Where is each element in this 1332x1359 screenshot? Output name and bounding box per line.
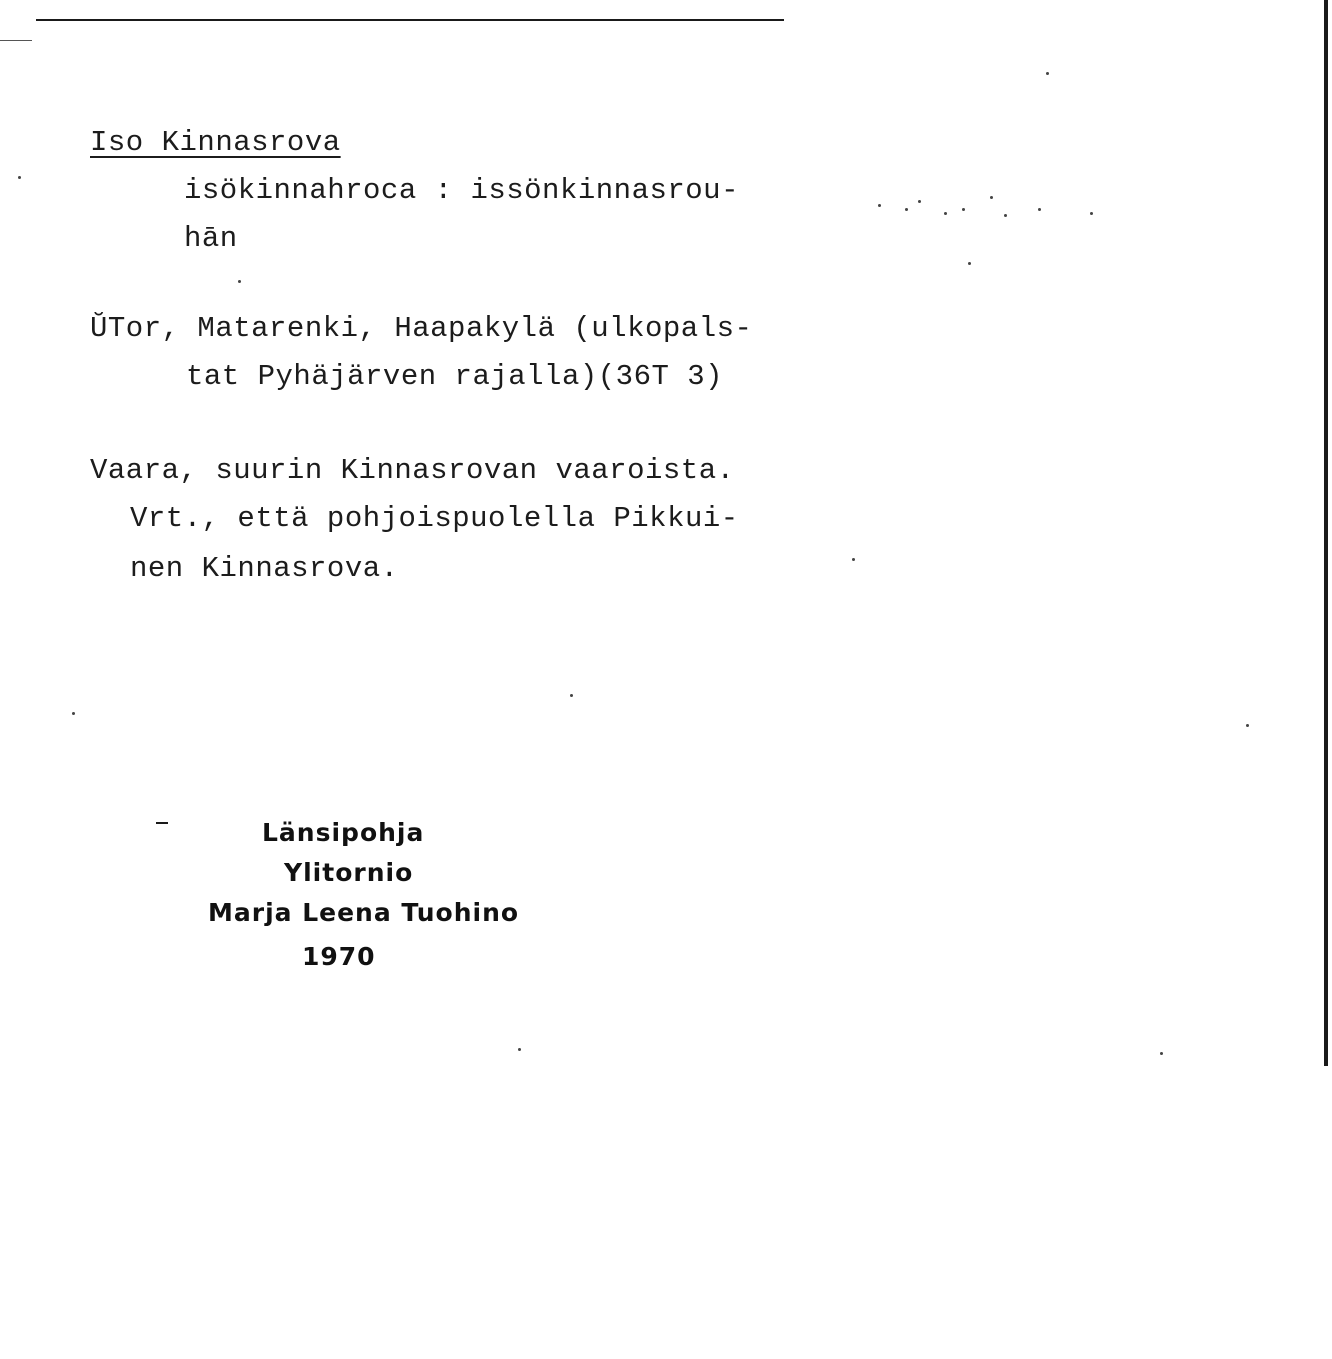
scan-speck [1246,724,1249,727]
scan-speck [238,280,241,283]
description-line-3: nen Kinnasrova. [130,552,399,585]
scan-speck [1046,72,1049,75]
top-left-dash [0,40,32,41]
stamp-parish: Ylitornio [284,858,414,887]
scan-speck [1160,1052,1163,1055]
scan-speck [852,558,855,561]
scan-speck [570,694,573,697]
description-line-2: Vrt., että pohjoispuolella Pikkui- [130,502,739,535]
scan-speck [905,208,908,211]
scan-speck [878,204,881,207]
dialect-forms-line-1: isökinnahroca : issönkinnasrou- [184,174,739,207]
scan-speck [518,1048,521,1051]
scan-speck [1038,208,1041,211]
top-rule [36,19,784,21]
scan-speck [18,176,21,179]
scan-speck [962,208,965,211]
headword-title: Iso Kinnasrova [90,126,341,159]
location-line-2: tat Pyhäjärven rajalla)(36T 3) [186,360,724,393]
stamp-region: Länsipohja [262,818,425,847]
stamp-collector: Marja Leena Tuohino [208,898,520,927]
scan-speck [944,212,947,215]
scan-speck [918,200,921,203]
scan-speck [72,712,75,715]
scan-speck [1004,214,1007,217]
scan-speck [1090,212,1093,215]
stamp-dash [156,822,168,824]
right-edge-line [1324,0,1328,1066]
location-line-1: ŬTor, Matarenki, Haapakylä (ulkopals- [90,312,753,345]
description-line-1: Vaara, suurin Kinnasrovan vaaroista. [90,454,735,487]
dialect-forms-line-2: hān [184,222,238,255]
scan-speck [990,196,993,199]
scan-speck [968,262,971,265]
stamp-year: 1970 [302,942,376,971]
